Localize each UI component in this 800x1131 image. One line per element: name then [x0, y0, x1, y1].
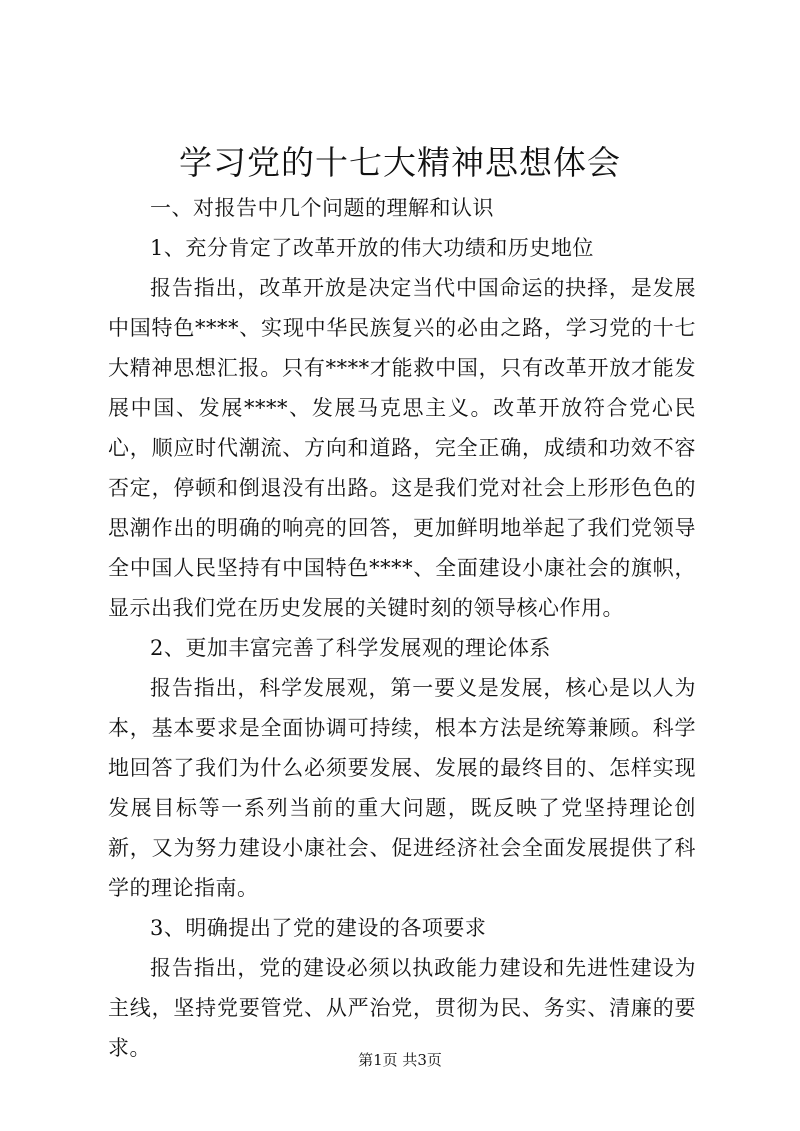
subsection-heading: 2、更加丰富完善了科学发展观的理论体系 [150, 636, 551, 660]
body-paragraph: 报告指出，改革开放是决定当代中国命运的抉择，是发展中国特色****、实现中华民族复兴的必由之路，学习党的十七大精神思想汇报。只有****才能救中国，只有改革开放才能发展中国、发展****、发展马克思主义。改革开放符合党心民心，顺应时代潮流、方向和道路，完全正确，成绩和功效不容否定，停顿和倒退没有出路。这是我们党对社会上形形色色的思潮作出的明确的响亮的回答，更加鲜明地举起了我们党领导全中国人民坚持有中国特色****、全面建设小康社会的旗帜，显示出我们党在历史发展的关键时刻的领导核心作用。 [108, 276, 696, 620]
document-body [108, 188, 696, 1068]
body-paragraph: 报告指出，党的建设必须以执政能力建设和先进性建设为主线，坚持党要管党、从严治党，贯彻为民、务实、清廉的要求。 [108, 956, 696, 1060]
document-title: 学习党的十七大精神思想体会 [179, 143, 621, 182]
page-number-footer: 第1页 共3页 [358, 1051, 442, 1069]
subsection-heading: 1、充分肯定了改革开放的伟大功绩和历史地位 [150, 236, 594, 260]
subsection-heading: 3、明确提出了党的建设的各项要求 [150, 916, 487, 940]
body-paragraph: 报告指出，科学发展观，第一要义是发展，核心是以人为本，基本要求是全面协调可持续，根本方法是统筹兼顾。科学地回答了我们为什么必须要发展、发展的最终目的、怎样实现发展目标等一系列当前的重大问题，既反映了党坚持理论创新，又为努力建设小康社会、促进经济社会全面发展提供了科学的理论指南。 [108, 676, 696, 900]
section-heading: 一、对报告中几个问题的理解和认识 [150, 196, 494, 220]
